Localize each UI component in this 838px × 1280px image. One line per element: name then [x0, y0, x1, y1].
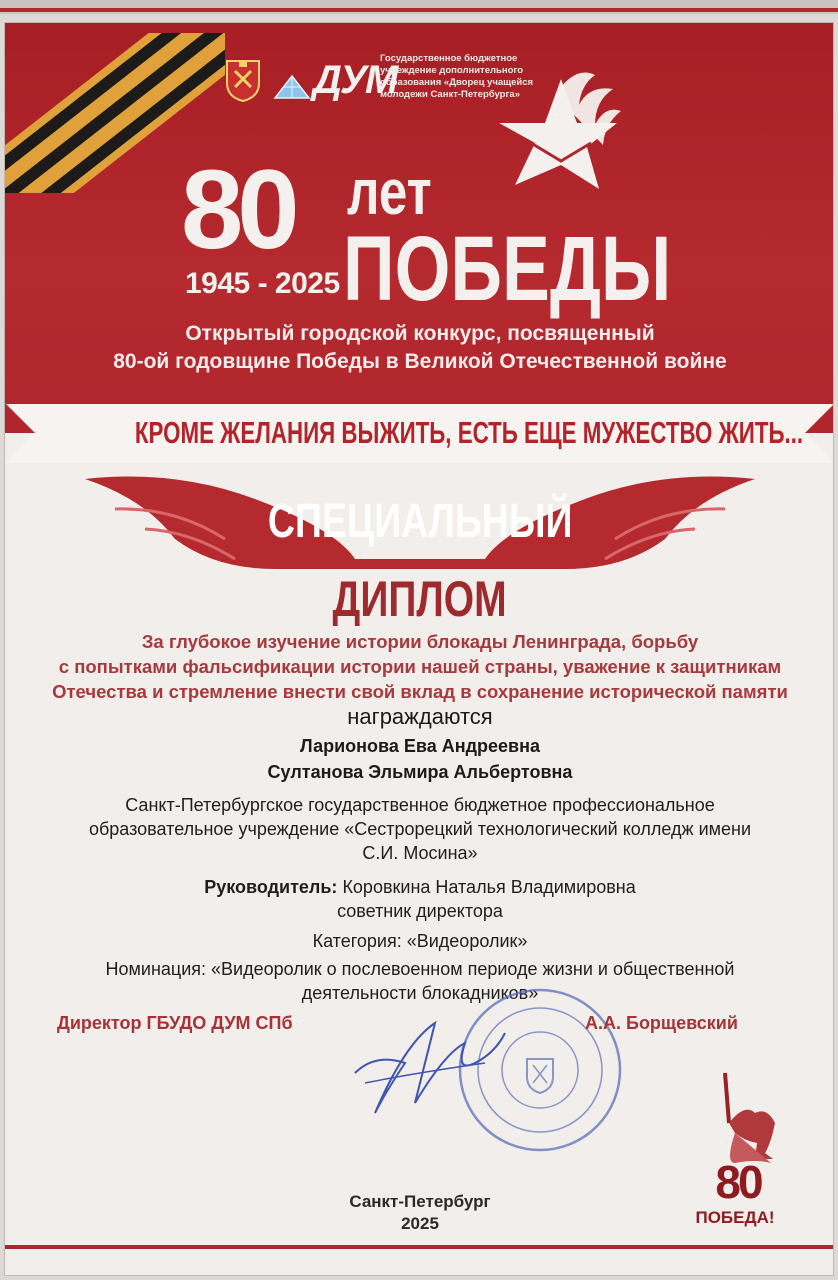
nomination: [15, 957, 825, 1005]
reason-line: За глубокое изучение истории блокады Ленинграда, борьбу: [141, 631, 699, 652]
badge-word: ПОБЕДА!: [695, 1208, 775, 1227]
bottom-rule: [5, 1245, 834, 1249]
title-line: ДИПЛОМ: [332, 571, 508, 627]
anniversary-number: 80: [181, 147, 294, 272]
leader-line: [15, 875, 825, 899]
reason-line: с попытками фальсификации истории нашей страны, уважение к защитникам: [58, 656, 782, 677]
dum-crystal-icon: [273, 74, 311, 100]
org-line: учреждение дополнительного: [380, 65, 524, 76]
institution-line: С.И. Мосина»: [362, 843, 478, 863]
director-signature: [345, 1003, 515, 1123]
institution: [15, 793, 825, 865]
leader: [15, 875, 825, 923]
nomination-line: деятельности блокадников»: [301, 983, 539, 1003]
motto-line: КРОМЕ ЖЕЛАНИЯ ВЫЖИТЬ, ЕСТЬ ЕЩЕ МУЖЕСТВО ЖИТЬ...: [134, 415, 804, 450]
leader-position: советник директора: [337, 901, 503, 921]
city: Санкт-Петербург: [349, 1192, 491, 1211]
contest-description: [25, 320, 815, 376]
winner-name: Султанова Эльмира Альбертовна: [267, 762, 573, 782]
org-line: молодежи Санкт-Петербурга»: [380, 89, 520, 100]
awarded-label: награждаются: [347, 704, 493, 729]
category: Категория: «Видеоролик»: [312, 931, 528, 951]
org-line: Государственное бюджетное: [380, 53, 518, 64]
victory-star-flame-icon: [495, 65, 625, 225]
contest-line: 80-ой годовщине Победы в Великой Отечественной войне: [113, 350, 727, 373]
previous-page-edge: [0, 0, 838, 14]
institution-line: образовательное учреждение «Сестрорецкий технологический колледж имени: [88, 819, 752, 839]
diploma-header: [5, 23, 834, 433]
badge-number: 80: [715, 1156, 761, 1208]
org-line: образования «Дворец учащейся: [380, 77, 534, 88]
diploma-title-special: [5, 495, 834, 549]
dum-logo-text: ДУМ: [313, 58, 397, 102]
winner-name: Ларионова Ева Андреевна: [300, 736, 540, 756]
diploma-title-diplom: [5, 571, 834, 627]
nomination-line: Номинация: «Видеоролик о послевоенном периоде жизни и общественной: [105, 959, 735, 979]
institution-line: Санкт-Петербургское государственное бюджетное профессиональное: [125, 795, 715, 815]
word-pobedy: ПОБЕДЫ: [343, 218, 672, 320]
logo-group: [223, 57, 396, 103]
leader-name: Коровкина Наталья Владимировна: [342, 877, 636, 897]
motto-text: [5, 413, 834, 453]
diploma-page: [4, 22, 834, 1276]
leader-label: Руководитель:: [204, 877, 338, 897]
year: 2025: [401, 1214, 439, 1233]
signatory-title: Директор ГБУДО ДУМ СПб: [57, 1013, 293, 1033]
spb-coat-of-arms-icon: [223, 57, 263, 103]
word-let: лет: [347, 156, 432, 228]
contest-line: Открытый городской конкурс, посвященный: [185, 322, 655, 345]
award-reason: [9, 629, 831, 704]
reason-line: Отечества и стремление внести свой вклад в сохранение исторической памяти: [52, 681, 788, 702]
title-line: СПЕЦИАЛЬНЫЙ: [267, 495, 573, 548]
years-range: 1945 - 2025: [185, 267, 340, 300]
signatory-name: А.А. Борщевский: [585, 1013, 738, 1033]
